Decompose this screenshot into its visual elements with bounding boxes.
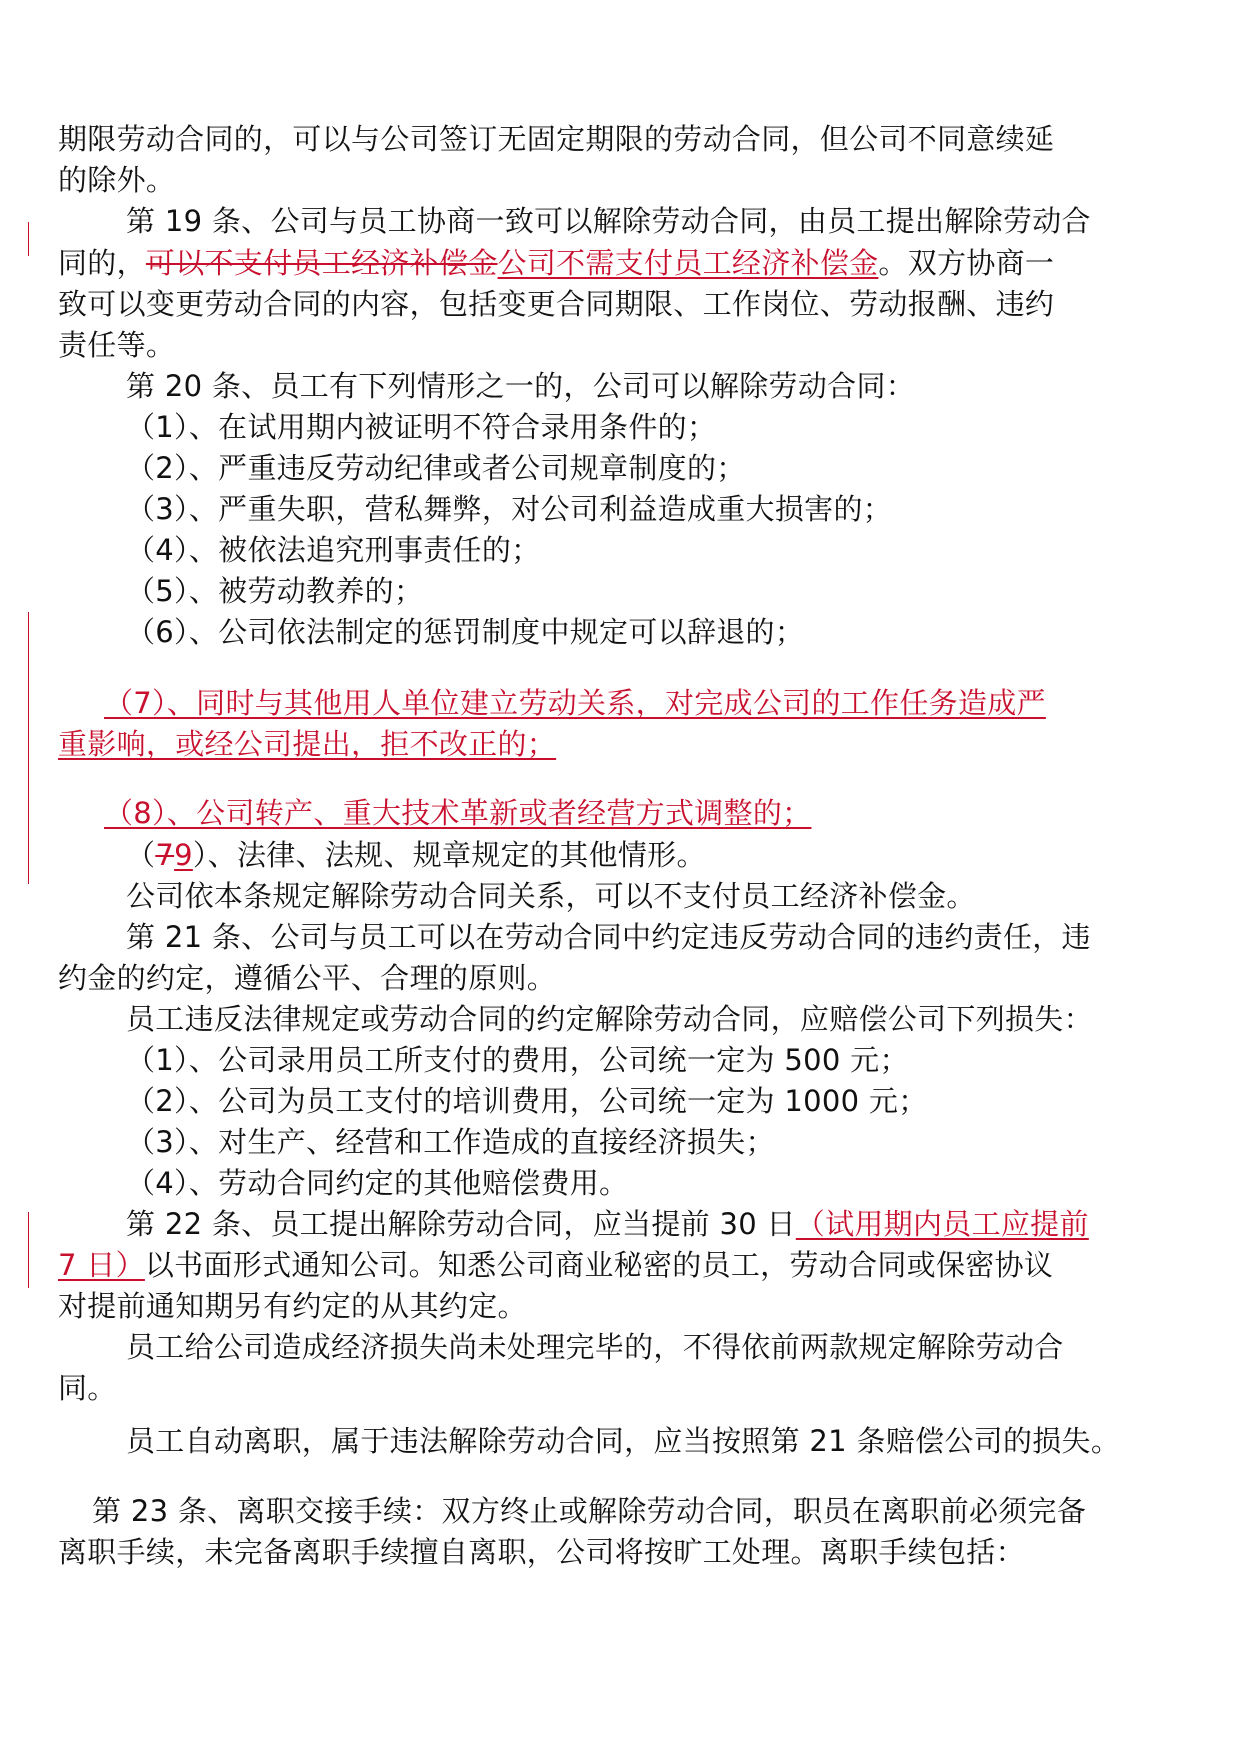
revision-change-bar [28,612,29,884]
text-line: 公司依本条规定解除劳动合同关系，可以不支付员工经济补偿金。 [126,879,976,913]
text-line: 员工给公司造成经济损失尚未处理完毕的，不得依前两款规定解除劳动合 [126,1330,1064,1364]
text-line: 约金的约定，遵循公平、合理的原则。 [58,961,557,995]
list-item: （5）、被劳动教养的； [126,574,424,608]
inserted-text: （试用期内员工应提前 [795,1207,1089,1241]
text-line: 同。 [58,1371,117,1405]
inserted-list-item [104,682,1241,724]
list-item: （1）、公司录用员工所支付的费用，公司统一定为 500 元； [126,1043,909,1077]
inserted-text: 重影响，或经公司提出，拒不改正的； [58,727,557,761]
list-item: （2）、公司为员工支付的培训费用，公司统一定为 1000 元； [126,1084,928,1118]
inserted-text: （8）、公司转产、重大技术革新或者经营方式调整的； [104,796,812,830]
list-item-with-revision: （79）、法律、法规、规章规定的其他情形。 [126,838,706,872]
text-line-with-revision: 同的，可以不支付员工经济补偿金公司不需支付员工经济补偿金。双方协商一 [58,246,1055,280]
text-line: 期限劳动合同的，可以与公司签订无固定期限的劳动合同，但公司不同意续延 [58,122,1055,156]
inserted-text: 7 日） [58,1248,145,1282]
text-line: 员工违反法律规定或劳动合同的约定解除劳动合同，应赔偿公司下列损失： [126,1002,1093,1036]
inserted-text: （7）、同时与其他用人单位建立劳动关系，对完成公司的工作任务造成严 [104,686,1046,720]
text-line: 责任等。 [58,328,176,362]
article-19-heading: 第 19 条、公司与员工协商一致可以解除劳动合同，由员工提出解除劳动合 [126,204,1091,238]
inserted-text: 公司不需支付员工经济补偿金 [497,246,879,280]
inserted-text: 9 [174,838,193,872]
article-22-heading: 第 22 条、员工提出解除劳动合同，应当提前 30 日（试用期内员工应提前 [126,1207,1089,1241]
text-line: 对提前通知期另有约定的从其约定。 [58,1289,527,1323]
list-item: （1）、在试用期内被证明不符合录用条件的； [126,410,717,444]
inserted-list-item [58,723,1198,765]
revision-change-bar [28,1212,29,1288]
list-item: （6）、公司依法制定的惩罚制度中规定可以辞退的； [126,615,805,649]
list-item: （3）、对生产、经营和工作造成的直接经济损失； [126,1125,775,1159]
list-item: （4）、被依法追究刑事责任的； [126,533,541,567]
inserted-list-item [104,792,1241,834]
text-line-with-revision: 7 日）以书面形式通知公司。知悉公司商业秘密的员工，劳动合同或保密协议 [58,1248,1054,1282]
deleted-text: 7 [155,838,175,872]
article-20-heading: 第 20 条、员工有下列情形之一的，公司可以解除劳动合同： [126,369,916,403]
list-item: （2）、严重违反劳动纪律或者公司规章制度的； [126,451,746,485]
text-line: 的除外。 [58,163,176,197]
article-23-heading: 第 23 条、离职交接手续：双方终止或解除劳动合同，职员在离职前必须完备 [92,1494,1087,1528]
text-line: 员工自动离职，属于违法解除劳动合同，应当按照第 21 条赔偿公司的损失。 [126,1424,1121,1458]
revision-change-bar [28,222,29,256]
list-item: （4）、劳动合同约定的其他赔偿费用。 [126,1166,629,1200]
deleted-text: 可以不支付员工经济补偿金 [145,246,498,280]
list-item: （3）、严重失职，营私舞弊，对公司利益造成重大损害的； [126,492,893,526]
text-line: 致可以变更劳动合同的内容，包括变更合同期限、工作岗位、劳动报酬、违约 [58,287,1055,321]
article-21-heading: 第 21 条、公司与员工可以在劳动合同中约定违反劳动合同的违约责任，违 [126,920,1091,954]
text-line: 离职手续，未完备离职手续擅自离职，公司将按旷工处理。离职手续包括： [58,1535,1025,1569]
